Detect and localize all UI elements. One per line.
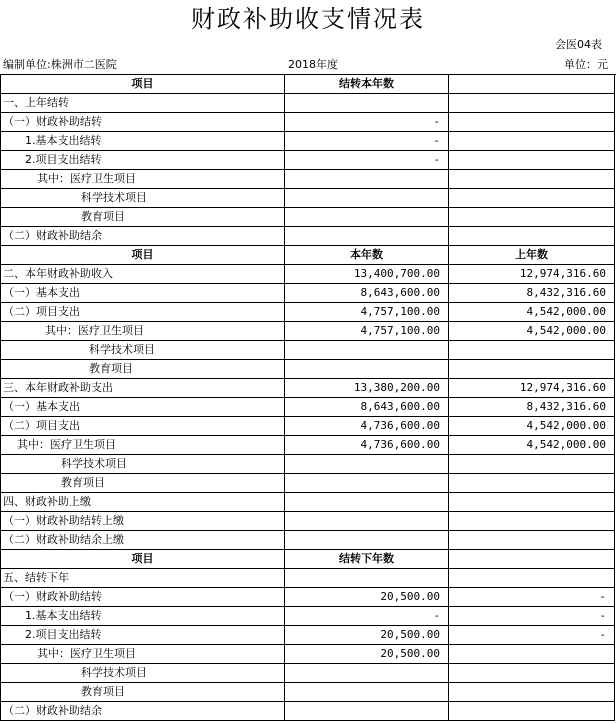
table-row	[1, 493, 615, 512]
value-cell-col2	[449, 645, 615, 664]
table-header-row	[1, 246, 615, 265]
value-cell-col1: 4,736,600.00	[285, 436, 449, 455]
table-row	[1, 151, 615, 170]
table-row	[1, 113, 615, 132]
value-cell-col2	[449, 208, 615, 227]
value-cell-col2: 8,432,316.60	[449, 398, 615, 417]
reporting-unit: 编制单位:株洲市二医院	[3, 58, 117, 71]
value-cell-col1	[285, 474, 449, 493]
table-row	[1, 284, 615, 303]
value-cell-col2	[449, 189, 615, 208]
value-cell-col2: 4,542,000.00	[449, 436, 615, 455]
value-cell-col2	[449, 531, 615, 550]
value-cell-col1	[285, 227, 449, 246]
value-cell-col2: -	[449, 607, 615, 626]
item-cell: （一）财政补助结转上缴	[1, 512, 285, 531]
value-cell-col1	[285, 702, 449, 721]
table-row	[1, 588, 615, 607]
item-cell: 二、本年财政补助收入	[1, 265, 285, 284]
table-row	[1, 189, 615, 208]
item-cell: 2.项目支出结转	[1, 626, 285, 645]
value-cell-col1	[285, 683, 449, 702]
value-cell-col2	[449, 113, 615, 132]
item-cell: 其中：医疗卫生项目	[1, 322, 285, 341]
item-cell: （二）财政补助结余	[1, 227, 285, 246]
item-cell: 2.项目支出结转	[1, 151, 285, 170]
table-row	[1, 398, 615, 417]
item-cell: 教育项目	[1, 360, 285, 379]
table-row	[1, 341, 615, 360]
item-cell: （一）财政补助结转	[1, 588, 285, 607]
item-cell: 其中：医疗卫生项目	[1, 645, 285, 664]
value-cell-col1	[285, 189, 449, 208]
table-row	[1, 474, 615, 493]
table-row	[1, 664, 615, 683]
table-row	[1, 265, 615, 284]
value-cell-col2: -	[449, 626, 615, 645]
item-cell: 教育项目	[1, 474, 285, 493]
value-cell-col1	[285, 94, 449, 113]
value-cell-col1: 20,500.00	[285, 645, 449, 664]
report-title: 财政补助收支情况表	[191, 5, 425, 33]
table-header-row	[1, 75, 615, 94]
value-cell-col1: 20,500.00	[285, 626, 449, 645]
sheet-code: 会医04表	[555, 38, 602, 51]
value-cell-col2: 4,542,000.00	[449, 303, 615, 322]
header-cell-item: 项目	[1, 75, 285, 94]
header-cell-col1: 结转本年数	[285, 75, 449, 94]
value-cell-col2	[449, 455, 615, 474]
item-cell: 科学技术项目	[1, 189, 285, 208]
value-cell-col1	[285, 512, 449, 531]
item-cell: 四、财政补助上缴	[1, 493, 285, 512]
value-cell-col1: 4,757,100.00	[285, 303, 449, 322]
table-row	[1, 322, 615, 341]
value-cell-col1: 8,643,600.00	[285, 398, 449, 417]
subsidy-table-body	[1, 75, 615, 721]
subsidy-table	[0, 74, 615, 721]
value-cell-col2	[449, 227, 615, 246]
table-row	[1, 683, 615, 702]
value-cell-col1: 4,736,600.00	[285, 417, 449, 436]
value-cell-col2: -	[449, 588, 615, 607]
value-cell-col1: 20,500.00	[285, 588, 449, 607]
header-cell-col1: 结转下年数	[285, 550, 449, 569]
currency-unit: 单位：元	[564, 58, 608, 71]
header-cell-col2	[449, 550, 615, 569]
item-cell: （二）项目支出	[1, 417, 285, 436]
header-cell-item: 项目	[1, 550, 285, 569]
header-cell-col1: 本年数	[285, 246, 449, 265]
value-cell-col1: -	[285, 132, 449, 151]
table-row	[1, 512, 615, 531]
item-cell: （一）财政补助结转	[1, 113, 285, 132]
table-row	[1, 531, 615, 550]
value-cell-col2	[449, 132, 615, 151]
item-cell: （二）项目支出	[1, 303, 285, 322]
value-cell-col2	[449, 493, 615, 512]
item-cell: 五、结转下年	[1, 569, 285, 588]
value-cell-col1	[285, 341, 449, 360]
value-cell-col1: 4,757,100.00	[285, 322, 449, 341]
item-cell: 三、本年财政补助支出	[1, 379, 285, 398]
table-row	[1, 94, 615, 113]
item-cell: 其中：医疗卫生项目	[1, 436, 285, 455]
item-cell: 教育项目	[1, 208, 285, 227]
value-cell-col1	[285, 455, 449, 474]
value-cell-col2: 12,974,316.60	[449, 379, 615, 398]
header-cell-col2: 上年数	[449, 246, 615, 265]
table-row	[1, 607, 615, 626]
table-row	[1, 436, 615, 455]
value-cell-col1	[285, 493, 449, 512]
report-meta-bar	[0, 55, 616, 75]
item-cell: 科学技术项目	[1, 455, 285, 474]
value-cell-col1	[285, 531, 449, 550]
table-row	[1, 132, 615, 151]
table-row	[1, 417, 615, 436]
table-header-row	[1, 550, 615, 569]
item-cell: 科学技术项目	[1, 664, 285, 683]
value-cell-col2: 4,542,000.00	[449, 417, 615, 436]
value-cell-col1: 8,643,600.00	[285, 284, 449, 303]
item-cell: 其中：医疗卫生项目	[1, 170, 285, 189]
table-row	[1, 360, 615, 379]
table-row	[1, 702, 615, 721]
item-cell: 1.基本支出结转	[1, 132, 285, 151]
value-cell-col1	[285, 360, 449, 379]
value-cell-col1: 13,380,200.00	[285, 379, 449, 398]
table-row	[1, 626, 615, 645]
value-cell-col1: 13,400,700.00	[285, 265, 449, 284]
value-cell-col2	[449, 94, 615, 113]
value-cell-col2: 8,432,316.60	[449, 284, 615, 303]
report-year: 2018年度	[288, 58, 338, 71]
item-cell: 科学技术项目	[1, 341, 285, 360]
table-row	[1, 227, 615, 246]
value-cell-col2	[449, 702, 615, 721]
item-cell: （二）财政补助结余上缴	[1, 531, 285, 550]
table-row	[1, 170, 615, 189]
table-row	[1, 208, 615, 227]
value-cell-col1	[285, 664, 449, 683]
value-cell-col2	[449, 360, 615, 379]
value-cell-col2	[449, 341, 615, 360]
item-cell: 一、上年结转	[1, 94, 285, 113]
value-cell-col1	[285, 569, 449, 588]
item-cell: 1.基本支出结转	[1, 607, 285, 626]
value-cell-col2: 12,974,316.60	[449, 265, 615, 284]
value-cell-col2	[449, 569, 615, 588]
value-cell-col1	[285, 208, 449, 227]
item-cell: 教育项目	[1, 683, 285, 702]
value-cell-col1: -	[285, 607, 449, 626]
value-cell-col1: -	[285, 151, 449, 170]
value-cell-col2	[449, 474, 615, 493]
value-cell-col2	[449, 512, 615, 531]
table-row	[1, 303, 615, 322]
value-cell-col2	[449, 664, 615, 683]
value-cell-col1	[285, 170, 449, 189]
header-cell-item: 项目	[1, 246, 285, 265]
value-cell-col2: 4,542,000.00	[449, 322, 615, 341]
item-cell: （二）财政补助结余	[1, 702, 285, 721]
table-row	[1, 645, 615, 664]
value-cell-col1: -	[285, 113, 449, 132]
header-cell-col2	[449, 75, 615, 94]
value-cell-col2	[449, 170, 615, 189]
table-row	[1, 379, 615, 398]
value-cell-col2	[449, 151, 615, 170]
item-cell: （一）基本支出	[1, 398, 285, 417]
value-cell-col2	[449, 683, 615, 702]
table-row	[1, 569, 615, 588]
item-cell: （一）基本支出	[1, 284, 285, 303]
table-row	[1, 455, 615, 474]
